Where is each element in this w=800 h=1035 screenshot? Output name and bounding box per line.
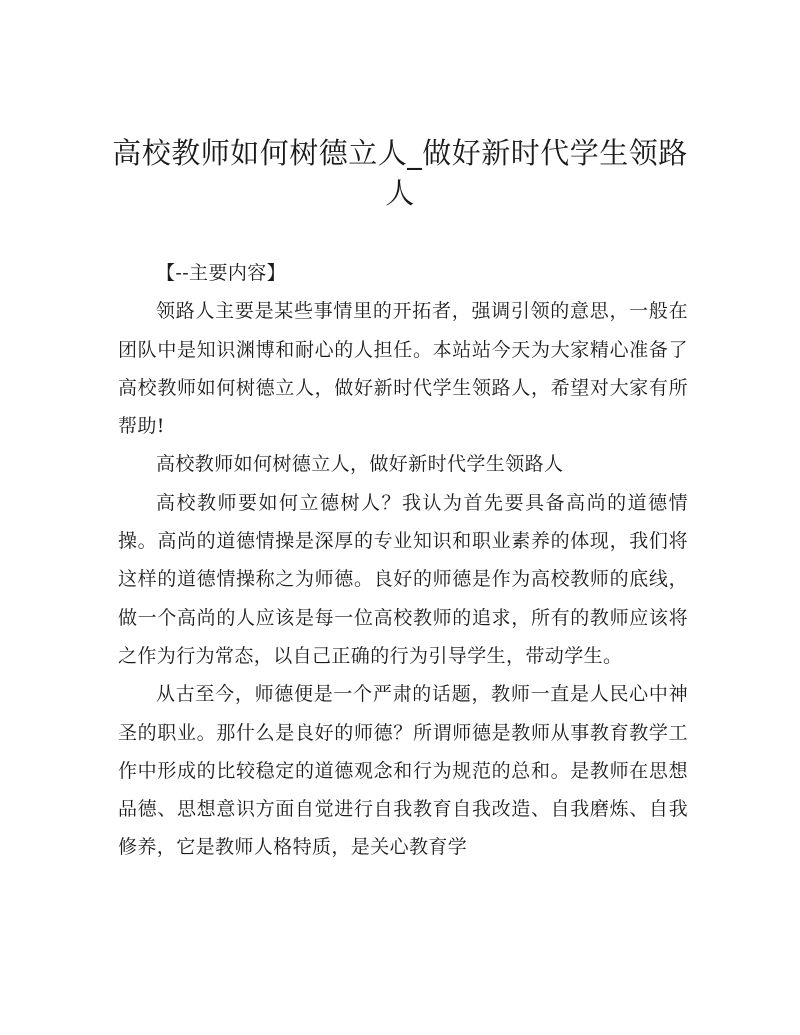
paragraph-ethics: 高校教师要如何立德树人？我认为首先要具备高尚的道德情操。高尚的道德情操是深厚的专业知识和职业素养的体现，我们将这样的道德情操称之为师德。良好的师德是作为高校教师的底线，做一个高尚的人应该是每一位高校教师的追求，所有的教师应该将之作为行为常态，以自己正确的行为引导学生，带动学生。 <box>118 491 688 667</box>
document-title: 高校教师如何树德立人_做好新时代学生领路人 <box>112 136 688 210</box>
paragraph-intro: 领路人主要是某些事情里的开拓者，强调引领的意思，一般在团队中是知识渊博和耐心的人担任。本站站今天为大家精心准备了高校教师如何树德立人，做好新时代学生领路人，希望对大家有所帮助! <box>118 300 688 438</box>
paragraph-history: 从古至今，师德便是一个严肃的话题，教师一直是人民心中神圣的职业。那什么是良好的师德？所谓师德是教师从事教育教学工作中形成的比较稳定的道德观念和行为规范的总和。是教师在思想品德、思想意识方面自觉进行自我教育自我改造、自我磨炼、自我修养，它是教师人格特质，是关心教育学 <box>118 683 688 859</box>
summary-heading: 【--主要内容】 <box>156 262 287 284</box>
document-body <box>118 254 688 867</box>
paragraph-subtitle: 高校教师如何树德立人，做好新时代学生领路人 <box>156 453 564 476</box>
